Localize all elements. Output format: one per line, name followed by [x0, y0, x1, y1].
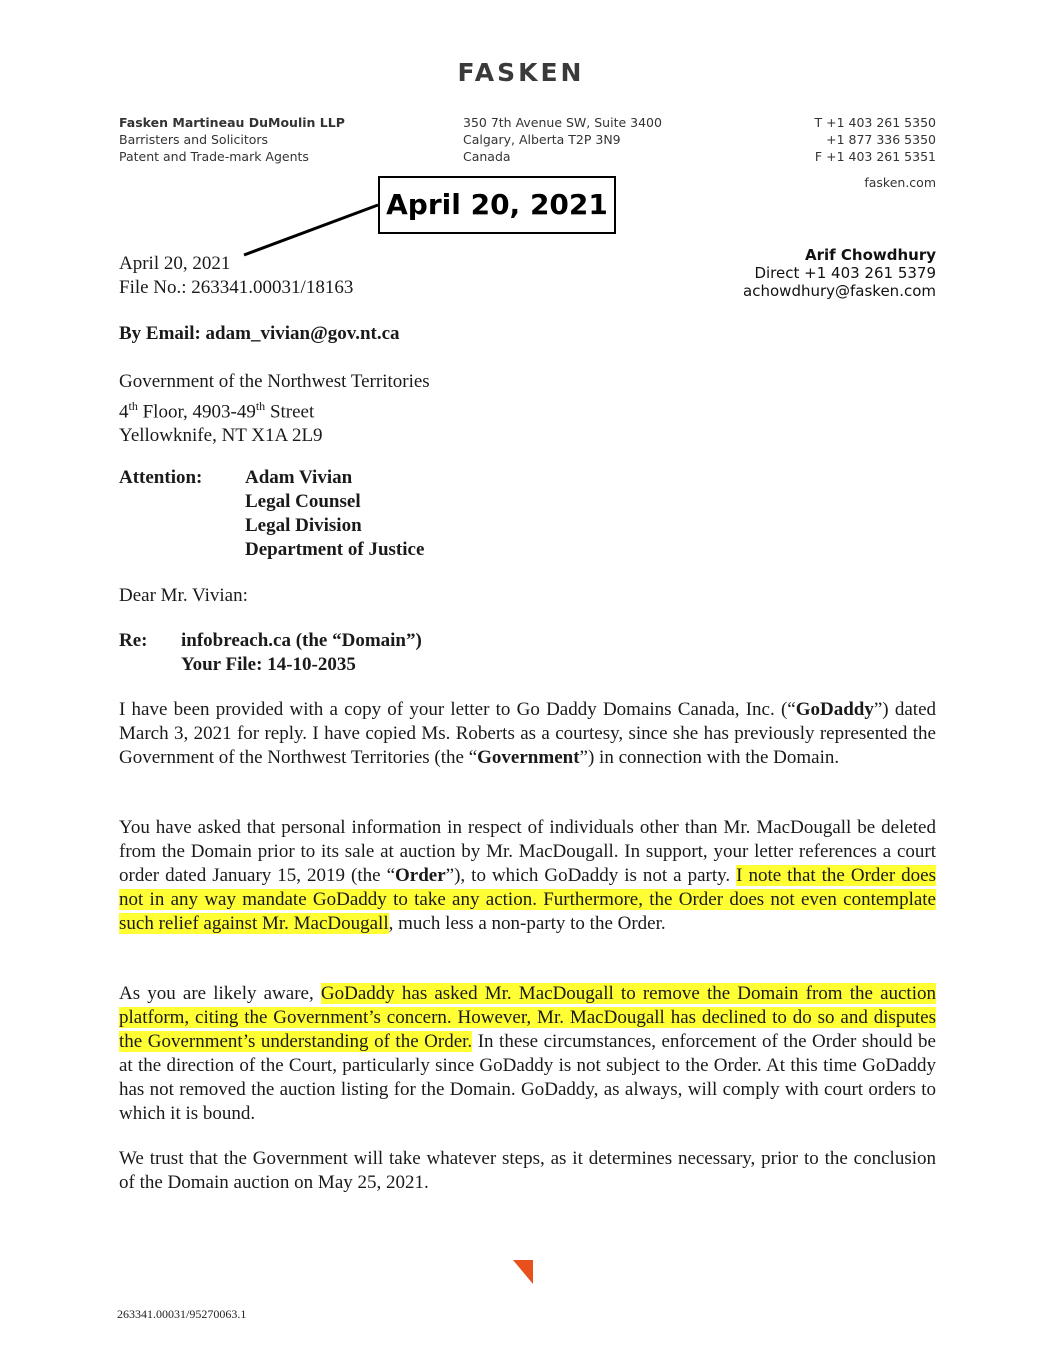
address-line1: 350 7th Avenue SW, Suite 3400 — [463, 115, 662, 130]
phone-block — [814, 114, 936, 191]
p2-highlight: I note that the Order does not in any way mandate GoDaddy to take any action. Furthermore, the Order does not even contemplate such relief against Mr. MacDougall — [119, 865, 936, 934]
paragraph-3 — [119, 982, 936, 1126]
floor-number: 4 — [119, 401, 129, 423]
recipient-line3: Yellowknife, NT X1A 2L9 — [119, 425, 323, 447]
website: fasken.com — [864, 175, 936, 190]
firm-name: Fasken Martineau DuMoulin LLP — [119, 115, 345, 130]
street-sup: th — [255, 399, 266, 413]
p1-bold: GoDaddy — [795, 699, 874, 720]
attention-line: Department of Justice — [245, 539, 425, 560]
p3-text: As you are likely aware, — [119, 983, 321, 1004]
phone-t2: +1 877 336 5350 — [826, 132, 936, 147]
address-line3: Canada — [463, 149, 511, 164]
salutation: Dear Mr. Vivian: — [119, 585, 248, 606]
p1-bold: Government — [477, 747, 580, 768]
p2-text: ”), to which GoDaddy is not a party. — [445, 865, 737, 886]
firm-logo: FASKEN — [457, 58, 585, 87]
attention-line: Legal Division — [245, 515, 362, 536]
firm-line2: Barristers and Solicitors — [119, 132, 269, 147]
fax-number: +1 403 261 5351 — [826, 149, 936, 164]
firm-block — [119, 114, 345, 165]
p2-text: You have asked that personal information in respect of individuals other than Mr. MacDougall be deleted from the Domain prior to its sale at auction by Mr. MacDougall. In support, your letter references a court order dated January 15, 2019 (the “ — [119, 817, 936, 886]
address-block — [463, 114, 662, 165]
p1-text: I have been provided with a copy of your letter to Go Daddy Domains Canada, Inc. (“ — [119, 699, 796, 720]
date-block — [119, 252, 353, 300]
date-callout: April 20, 2021 — [378, 176, 616, 234]
attention-block — [245, 466, 424, 562]
floor-sup: th — [128, 399, 138, 413]
recipient-line1: Government of the Northwest Territories — [119, 371, 430, 392]
recipient-line2 — [119, 394, 430, 424]
letter-date: April 20, 2021 — [119, 253, 231, 274]
p3-text: In these circumstances, enforcement of the Order should be at the direction of the Court, particularly since GoDaddy is not subject to the Order. At this time GoDaddy has not removed the auction listing for the Domain. GoDaddy, as always, will comply with court orders to which it is bound. — [119, 1031, 936, 1124]
sender-block — [743, 246, 936, 300]
phone-t1: +1 403 261 5350 — [826, 115, 936, 130]
re-label: Re: — [119, 630, 148, 651]
floor-rest: Floor, 4903-49 — [137, 401, 256, 423]
firm-line3: Patent and Trade-mark Agents — [119, 149, 309, 164]
attention-label: Attention: — [119, 467, 203, 488]
attention-line: Legal Counsel — [245, 491, 361, 512]
re-block — [181, 629, 422, 677]
re-file: Your File: 14-10-2035 — [181, 654, 356, 675]
p1-text: ”) in connection with the Domain. — [579, 747, 840, 768]
p3-highlight: GoDaddy has asked Mr. MacDougall to remove the Domain from the auction platform, citing the Government’s concern. However, Mr. MacDougall has declined to do so and disputes the Government’s understanding of the Order. — [119, 983, 936, 1052]
p2-bold: Order — [395, 865, 446, 886]
fax-label: F — [814, 149, 823, 164]
p2-text: , much less a non-party to the Order. — [388, 913, 666, 934]
p1-text: ”) dated March 3, 2021 for reply. I have copied Ms. Roberts as a courtesy, since she has previously represented the Government of the Northwest Territories (the “ — [119, 699, 937, 768]
paragraph-4: We trust that the Government will take whatever steps, as it determines necessary, prior to the conclusion of the Domain auction on May 25, 2021. — [119, 1148, 936, 1193]
recipient-address — [119, 370, 430, 448]
phone-t-label: T — [814, 115, 823, 130]
address-line2: Calgary, Alberta T2P 3N9 — [463, 132, 621, 147]
sender-name: Arif Chowdhury — [804, 246, 936, 264]
paragraph-1 — [119, 698, 936, 770]
street-rest: Street — [265, 401, 315, 423]
paragraph-2 — [119, 816, 936, 936]
sender-direct: Direct +1 403 261 5379 — [754, 264, 936, 282]
sender-email: achowdhury@fasken.com — [743, 282, 936, 300]
document-footer-id: 263341.00031/95270063.1 — [117, 1307, 247, 1321]
by-email-line: By Email: adam_vivian@gov.nt.ca — [119, 323, 400, 344]
re-domain: infobreach.ca (the “Domain”) — [181, 630, 422, 651]
attention-line: Adam Vivian — [245, 467, 353, 488]
file-number: File No.: 263341.00031/18163 — [119, 277, 354, 298]
page-corner-mark-icon — [513, 1260, 535, 1286]
